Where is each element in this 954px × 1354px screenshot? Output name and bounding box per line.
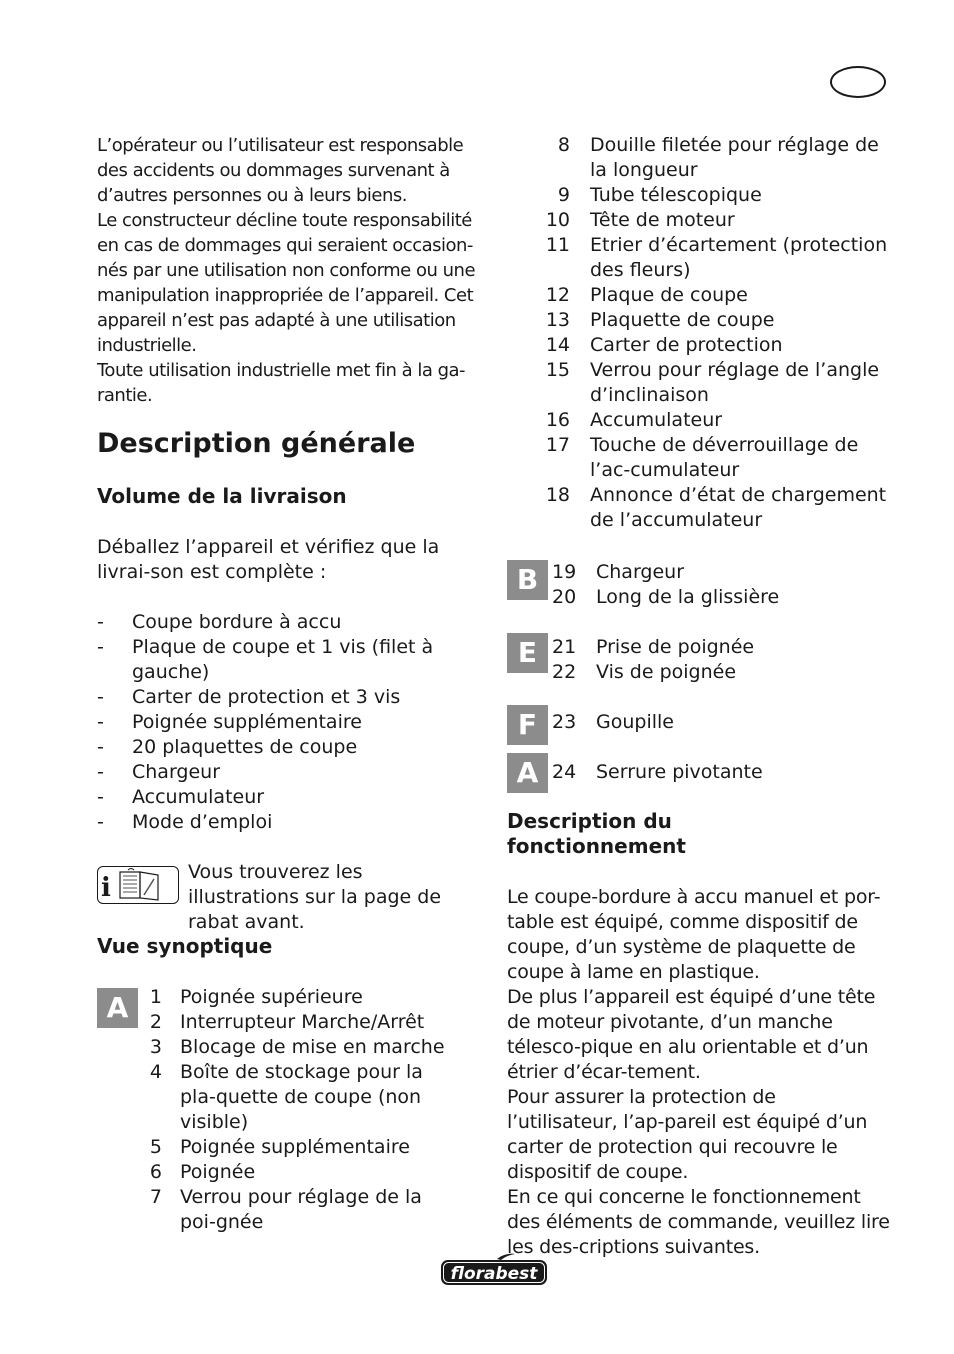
figure-badge-a2: A [507, 753, 548, 793]
fonctionnement-paragraph: Le coupe-bordure à accu manuel et por-table est équipé, comme dispositif de coupe, d’un système de plaquette de coupe à lame en plastique. [507, 886, 881, 983]
part-number: 15 [545, 359, 570, 381]
svg-text:florabest: florabest [450, 1264, 538, 1284]
list-item: - Poignée supplémentaire [97, 710, 467, 735]
list-item: - Coupe bordure à accu [97, 610, 467, 635]
info-book-icon [97, 866, 179, 904]
part-number: 17 [545, 434, 570, 456]
fonctionnement-paragraph: En ce qui concerne le fonctionnement des éléments de commande, veuillez lire les des-criptions suivantes. [507, 1186, 890, 1258]
part-label: Tube télescopique [590, 184, 762, 206]
parts-list-left [140, 985, 460, 1235]
part-label: Serrure pivotante [596, 761, 763, 783]
intro-paragraph: L’opérateur ou l’utilisateur est responsable des accidents ou dommages survenant à d’autres personnes ou à leurs biens. [97, 135, 464, 206]
info-note: Vous trouverez les illustrations sur la page de rabat avant. [188, 861, 442, 933]
part-number: 8 [557, 134, 570, 156]
svg-text:i: i [101, 873, 111, 903]
part-label: Vis de poignée [596, 661, 737, 683]
fonctionnement-text [507, 885, 891, 1260]
part-label: Carter de protection [590, 334, 783, 356]
fonctionnement-heading: Description du fonctionnement [507, 809, 686, 858]
part-label: Poignée supérieure [180, 986, 363, 1008]
list-item: - Plaque de coupe et 1 vis (filet à gauche) [97, 635, 467, 685]
group-e-list [552, 635, 754, 685]
part-label: Plaque de coupe [590, 284, 748, 306]
parts-list-right [540, 133, 890, 533]
intro-paragraph: Toute utilisation industrielle met fin à la ga-rantie. [97, 360, 466, 406]
group-a-list [552, 760, 763, 785]
group-b-list [552, 560, 779, 610]
fonctionnement-paragraph: Pour assurer la protection de l’utilisateur, l’ap-pareil est équipé d’un carter de protection qui recouvre le dispositif de coupe. [507, 1086, 868, 1183]
part-label: Etrier d’écartement (protection des fleurs) [590, 234, 888, 281]
part-label: Interrupteur Marche/Arrêt [180, 1011, 425, 1033]
part-number: 13 [545, 309, 570, 331]
part-number: 11 [545, 234, 570, 256]
list-item: - Mode d’emploi [97, 810, 467, 835]
part-number: 10 [545, 209, 570, 231]
volume-intro: Déballez l’appareil et vérifiez que la livrai-son est complète : [97, 536, 440, 583]
part-number: 16 [545, 409, 570, 431]
part-label: Prise de poignée [596, 636, 755, 658]
list-item: - Chargeur [97, 760, 467, 785]
group-f-list [552, 710, 674, 735]
part-label: Goupille [596, 711, 674, 733]
part-number: 4 [149, 1061, 162, 1083]
list-item: - Accumulateur [97, 785, 467, 810]
part-label: Douille filetée pour réglage de la longueur [590, 134, 879, 181]
volume-heading: Volume de la livraison [97, 484, 347, 508]
part-number: 1 [149, 986, 162, 1008]
intro-paragraph: Le constructeur décline toute responsabilité en cas de dommages qui seraient occasion-nés par une utilisation non conforme ou une manipulation inappropriée de l’appareil. Cet appareil n’est pas adapté à une utilisation industrielle. [97, 210, 476, 356]
part-number: 24 [552, 761, 577, 783]
part-number: 21 [552, 636, 577, 658]
figure-badge-f: F [507, 705, 548, 745]
part-label: Accumulateur [590, 409, 723, 431]
part-label: Poignée [180, 1161, 256, 1183]
part-label: Touche de déverrouillage de l’ac-cumulateur [590, 434, 859, 481]
figure-badge-a: A [97, 988, 138, 1028]
part-number: 2 [149, 1011, 162, 1033]
figure-badge-e: E [507, 633, 548, 673]
section-title: Description générale [97, 428, 416, 459]
part-number: 5 [149, 1136, 162, 1158]
part-label: Tête de moteur [590, 209, 735, 231]
part-label: Annonce d’état de chargement de l’accumulateur [590, 484, 887, 531]
part-label: Long de la glissière [596, 586, 780, 608]
part-label: Blocage de mise en marche [180, 1036, 445, 1058]
florabest-logo [439, 1253, 549, 1287]
part-label: Verrou pour réglage de la poi-gnée [180, 1186, 422, 1233]
part-number: 22 [552, 661, 577, 683]
part-label: Verrou pour réglage de l’angle d’inclinaison [590, 359, 880, 406]
part-label: Chargeur [596, 561, 685, 583]
part-number: 23 [552, 711, 577, 733]
language-marker [830, 66, 886, 98]
part-number: 14 [545, 334, 570, 356]
part-number: 12 [545, 284, 570, 306]
part-label: Plaquette de coupe [590, 309, 775, 331]
part-number: 20 [552, 586, 577, 608]
part-number: 6 [149, 1161, 162, 1183]
synoptique-heading: Vue synoptique [97, 934, 273, 958]
part-label: Poignée supplémentaire [180, 1136, 410, 1158]
fonctionnement-paragraph: De plus l’appareil est équipé d’une tête de moteur pivotante, d’un manche télesco-pique en alu orientable et d’un étrier d’écar-tement. [507, 986, 876, 1083]
delivery-list [97, 610, 467, 835]
part-number: 9 [557, 184, 570, 206]
part-number: 7 [149, 1186, 162, 1208]
figure-badge-b: B [507, 560, 548, 600]
part-label: Boîte de stockage pour la pla-quette de coupe (non visible) [180, 1061, 423, 1133]
part-number: 19 [552, 561, 577, 583]
list-item: - 20 plaquettes de coupe [97, 735, 467, 760]
part-number: 3 [149, 1036, 162, 1058]
part-number: 18 [545, 484, 570, 506]
intro-text [97, 133, 485, 408]
list-item: - Carter de protection et 3 vis [97, 685, 467, 710]
